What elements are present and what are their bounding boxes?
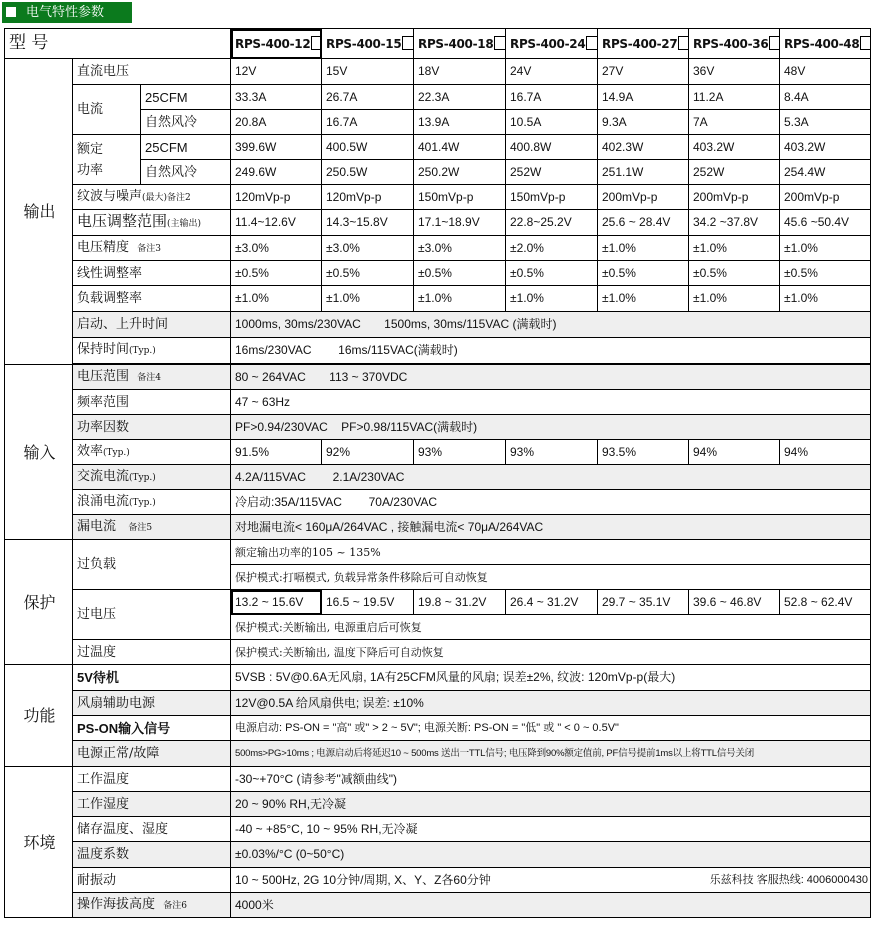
row-label: 电压范围 备注4 (73, 365, 231, 390)
table-row (5, 817, 871, 842)
row-label: 电压精度 备注3 (73, 236, 231, 261)
table-row (5, 767, 871, 792)
category-output: 输出 (5, 59, 73, 365)
value-cell: 9.3A (598, 110, 689, 135)
value-cell: 29.7 ~ 35.1V (598, 590, 689, 615)
value-cell: 252W (506, 160, 598, 185)
row-label: 效率(Typ.) (73, 440, 231, 465)
value-cell: 额定输出功率的105 ~ 135% (231, 540, 871, 565)
value-cell: 45.6 ~50.4V (780, 210, 871, 236)
table-row (5, 415, 871, 440)
row-label: 储存温度、湿度 (73, 817, 231, 842)
value-cell: ±0.5% (689, 261, 780, 286)
table-row (5, 286, 871, 312)
value-cell: 254.4W (780, 160, 871, 185)
row-label: 直流电压 (73, 59, 231, 85)
model-label: 型 号 (5, 29, 231, 59)
value-cell: 保护模式:关断输出, 电源重启后可恢复 (231, 615, 871, 640)
value-cell: ±0.5% (506, 261, 598, 286)
value-cell: 200mVp-p (598, 185, 689, 210)
table-row (5, 590, 871, 615)
row-label: 线性调整率 (73, 261, 231, 286)
row-label: 工作温度 (73, 767, 231, 792)
value-cell: ±1.0% (414, 286, 506, 312)
row-label: 过温度 (73, 640, 231, 665)
table-row (5, 540, 871, 565)
row-label: 负载调整率 (73, 286, 231, 312)
value-cell: ±0.03%/°C (0~50°C) (231, 842, 871, 868)
value-cell: 保护模式:打嗝模式, 负载异常条件移除后可自动恢复 (231, 565, 871, 590)
value-cell: -30~+70°C (请参考"减额曲线") (231, 767, 871, 792)
value-cell: ±3.0% (231, 236, 322, 261)
category-environment: 环境 (5, 767, 73, 918)
model-row (5, 29, 871, 59)
table-row (5, 210, 871, 236)
value-cell: ±1.0% (780, 286, 871, 312)
row-label: 5V待机 (73, 665, 231, 691)
value-cell: 150mVp-p (414, 185, 506, 210)
row-label: 温度系数 (73, 842, 231, 868)
sub-label: 25CFM (141, 135, 231, 160)
value-cell: 10.5A (506, 110, 598, 135)
square-icon (6, 7, 16, 17)
value-cell: 200mVp-p (689, 185, 780, 210)
value-cell: ±3.0% (322, 236, 414, 261)
value-cell: 47 ~ 63Hz (231, 390, 871, 415)
sub-label: 25CFM (141, 85, 231, 110)
table-row (5, 868, 871, 893)
value-cell: 93.5% (598, 440, 689, 465)
table-row (5, 390, 871, 415)
table-row (5, 59, 871, 85)
value-cell: 399.6W (231, 135, 322, 160)
model-cell: RPS-400-27 (598, 29, 689, 59)
section-header-label: 电气特性参数 (26, 5, 105, 20)
row-label: 操作海拔高度 备注6 (73, 893, 231, 918)
value-cell: 403.2W (780, 135, 871, 160)
value-cell: 93% (506, 440, 598, 465)
row-label: 风扇辅助电源 (73, 691, 231, 716)
value-cell: 34.2 ~37.8V (689, 210, 780, 236)
value-cell: 24V (506, 59, 598, 85)
value-cell: 400.8W (506, 135, 598, 160)
value-cell: 250.2W (414, 160, 506, 185)
category-input: 输入 (5, 365, 73, 540)
model-cell: RPS-400-18 (414, 29, 506, 59)
value-cell: ±1.0% (598, 286, 689, 312)
table-row (5, 261, 871, 286)
row-label: 耐振动 (73, 868, 231, 893)
value-cell: 250.5W (322, 160, 414, 185)
value-cell: 12V (231, 59, 322, 85)
value-cell: 19.8 ~ 31.2V (414, 590, 506, 615)
value-cell: 16.7A (322, 110, 414, 135)
table-row (5, 185, 871, 210)
row-label: 额定 功率 (73, 135, 141, 185)
value-cell: 20 ~ 90% RH,无冷凝 (231, 792, 871, 817)
sub-label: 自然风冷 (141, 160, 231, 185)
value-cell: 20.8A (231, 110, 322, 135)
value-cell: 14.9A (598, 85, 689, 110)
value-cell: 14.3~15.8V (322, 210, 414, 236)
table-row (5, 842, 871, 868)
value-cell: ±1.0% (780, 236, 871, 261)
value-cell: 48V (780, 59, 871, 85)
value-cell: 120mVp-p (231, 185, 322, 210)
value-cell: 8.4A (780, 85, 871, 110)
table-row (5, 465, 871, 490)
table-row (5, 338, 871, 364)
table-row (5, 665, 871, 691)
row-label: 工作湿度 (73, 792, 231, 817)
value-cell: 1000ms, 30ms/230VAC 1500ms, 30ms/115VAC (满载时) (231, 312, 871, 338)
value-cell: 7A (689, 110, 780, 135)
table-row (5, 515, 871, 540)
value-cell: 36V (689, 59, 780, 85)
value-cell: ±1.0% (598, 236, 689, 261)
value-cell: ±1.0% (689, 286, 780, 312)
model-cell: RPS-400-24 (506, 29, 598, 59)
value-cell: 200mVp-p (780, 185, 871, 210)
value-cell: ±1.0% (689, 236, 780, 261)
value-cell: 16.7A (506, 85, 598, 110)
row-label: 电流 (73, 85, 141, 135)
value-cell: 冷启动:35A/115VAC 70A/230VAC (231, 490, 871, 515)
row-label: 功率因数 (73, 415, 231, 440)
value-cell: 对地漏电流< 160μA/264VAC , 接触漏电流< 70μA/264VAC (231, 515, 871, 540)
table-row (5, 312, 871, 338)
value-cell: 402.3W (598, 135, 689, 160)
model-cell: RPS-400-15 (322, 29, 414, 59)
value-cell: ±0.5% (598, 261, 689, 286)
row-label: 纹波与噪声(最大)备注2 (73, 185, 231, 210)
value-cell: 52.8 ~ 62.4V (780, 590, 871, 615)
value-cell: 120mVp-p (322, 185, 414, 210)
row-label: 浪涌电流(Typ.) (73, 490, 231, 515)
value-cell: 15V (322, 59, 414, 85)
value-cell: ±0.5% (322, 261, 414, 286)
value-cell: ±3.0% (414, 236, 506, 261)
value-cell: 5VSB : 5V@0.6A无风扇, 1A有25CFM风量的风扇; 误差±2%, 纹波: 120mVp-p(最大) (231, 665, 871, 691)
row-label: 电压调整范围(主输出) (73, 210, 231, 236)
value-cell: 电源启动: PS-ON = "高" 或" > 2 ~ 5V"; 电源关断: PS-ON = "低" 或 " < 0 ~ 0.5V" (231, 716, 871, 741)
row-label: 频率范围 (73, 390, 231, 415)
value-cell: 5.3A (780, 110, 871, 135)
table-row (5, 365, 871, 390)
value-cell: 33.3A (231, 85, 322, 110)
hotline-text: 乐兹科技 客服热线: 4006000430 (709, 873, 868, 886)
value-cell: ±1.0% (506, 286, 598, 312)
value-cell: 11.4~12.6V (231, 210, 322, 236)
value-cell: -40 ~ +85°C, 10 ~ 95% RH,无冷凝 (231, 817, 871, 842)
row-label: 漏电流 备注5 (73, 515, 231, 540)
table-row (5, 490, 871, 515)
value-cell: 94% (689, 440, 780, 465)
value-cell: 保护模式:关断输出, 温度下降后可自动恢复 (231, 640, 871, 665)
model-cell: RPS-400-36 (689, 29, 780, 59)
value-cell: 400.5W (322, 135, 414, 160)
section-header (2, 2, 132, 23)
value-cell: 249.6W (231, 160, 322, 185)
value-cell: 25.6 ~ 28.4V (598, 210, 689, 236)
table-row (5, 640, 871, 665)
value-cell: 22.3A (414, 85, 506, 110)
value-cell (231, 868, 871, 893)
model-cell: RPS-400-48 (780, 29, 871, 59)
value-cell: 93% (414, 440, 506, 465)
category-protection: 保护 (5, 540, 73, 665)
value-cell: 251.1W (598, 160, 689, 185)
value-cell: ±0.5% (414, 261, 506, 286)
value-cell: 12V@0.5A 给风扇供电; 误差: ±10% (231, 691, 871, 716)
table-row (5, 135, 871, 160)
table-row (5, 792, 871, 817)
value-cell: 91.5% (231, 440, 322, 465)
vibration-value: 10 ~ 500Hz, 2G 10分钟/周期, X、Y、Z各60分钟 (235, 872, 491, 887)
row-label: 电源正常/故障 (73, 741, 231, 767)
sub-label: 自然风冷 (141, 110, 231, 135)
table-row (5, 893, 871, 918)
value-cell: ±0.5% (780, 261, 871, 286)
table-row (5, 236, 871, 261)
value-cell: PF>0.94/230VAC PF>0.98/115VAC(满载时) (231, 415, 871, 440)
table-row (5, 691, 871, 716)
value-cell: 27V (598, 59, 689, 85)
value-cell: 401.4W (414, 135, 506, 160)
value-cell: 16ms/230VAC 16ms/115VAC(满载时) (231, 338, 871, 364)
table-row (5, 85, 871, 110)
value-cell: ±1.0% (231, 286, 322, 312)
row-label: PS-ON输入信号 (73, 716, 231, 741)
value-cell: ±1.0% (322, 286, 414, 312)
value-cell: 94% (780, 440, 871, 465)
value-cell: 16.5 ~ 19.5V (322, 590, 414, 615)
value-cell: 150mVp-p (506, 185, 598, 210)
value-cell: 92% (322, 440, 414, 465)
value-cell: 80 ~ 264VAC 113 ~ 370VDC (231, 365, 871, 390)
row-label: 启动、上升时间 (73, 312, 231, 338)
value-cell: 13.9A (414, 110, 506, 135)
value-cell: 4000米 (231, 893, 871, 918)
value-cell: ±0.5% (231, 261, 322, 286)
value-cell: 39.6 ~ 46.8V (689, 590, 780, 615)
value-cell: 13.2 ~ 15.6V (231, 590, 322, 615)
value-cell: 500ms>PG>10ms ; 电源启动后将延迟10 ~ 500ms 送出一TTL信号; 电压降到90%额定值前, PF信号提前1ms以上将TTL信号关闭 (231, 741, 871, 767)
model-cell: RPS-400-12 (231, 29, 322, 59)
value-cell: 403.2W (689, 135, 780, 160)
row-label: 交流电流(Typ.) (73, 465, 231, 490)
table-row (5, 741, 871, 767)
row-label: 保持时间(Typ.) (73, 338, 231, 364)
value-cell: 17.1~18.9V (414, 210, 506, 236)
category-function: 功能 (5, 665, 73, 767)
table-row (5, 440, 871, 465)
value-cell: 22.8~25.2V (506, 210, 598, 236)
row-label: 过电压 (73, 590, 231, 640)
table-row (5, 716, 871, 741)
spec-table (4, 28, 871, 918)
value-cell: 4.2A/115VAC 2.1A/230VAC (231, 465, 871, 490)
value-cell: 26.7A (322, 85, 414, 110)
value-cell: ±2.0% (506, 236, 598, 261)
value-cell: 11.2A (689, 85, 780, 110)
row-label: 过负载 (73, 540, 231, 590)
value-cell: 18V (414, 59, 506, 85)
value-cell: 26.4 ~ 31.2V (506, 590, 598, 615)
value-cell: 252W (689, 160, 780, 185)
